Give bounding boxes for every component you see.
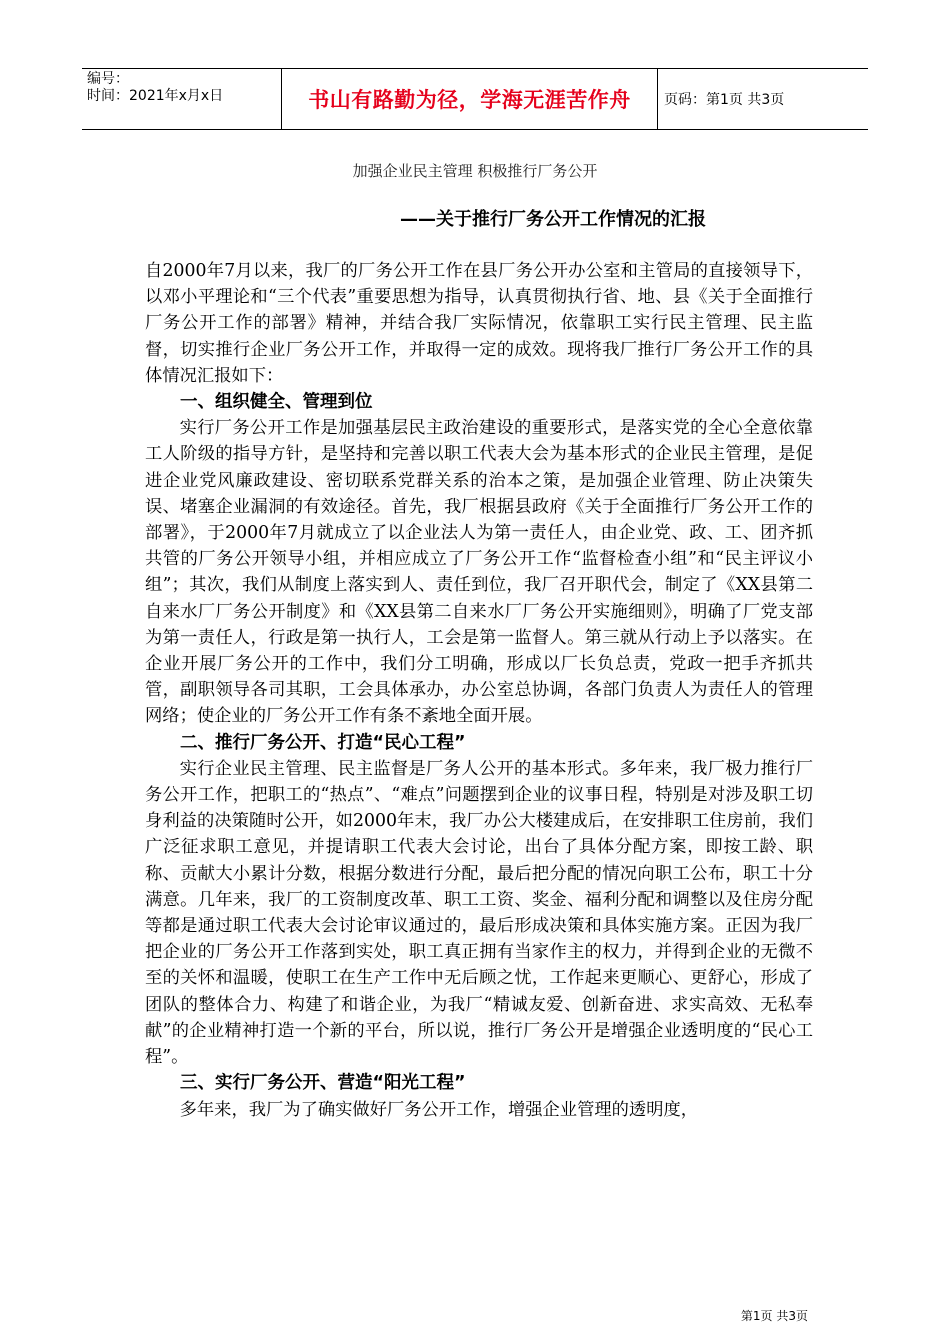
page-header (82, 68, 868, 130)
header-page-info: 页码：第1页 共3页 (664, 92, 785, 108)
section1-heading: 一、组织健全、管理到位 (180, 392, 373, 413)
section1-paragraph: 实行厂务公开工作是加强基层民主政治建设的重要形式，是落实党的全心全意依靠工人阶级的指导方针，是坚持和完善以职工代表大会为基本形式的企业民主管理，是促进企业党风廉政建设、密切联系党群关系的治本之策，是加强企业管理、防止决策失误、堵塞企业漏洞的有效途径。首先，我厂根据县政府《关于全面推行厂务公开工作的部署》，于2000年7月就成立了以企业法人为第一责任人，由企业党、政、工、团齐抓共管的厂务公开领导小组，并相应成立了厂务公开工作“监督检查小组”和“民主评议小组”；其次，我们从制度上落实到人、责任到位，我厂召开职代会，制定了《XX县第二自来水厂厂务公开制度》和《XX县第二自来水厂厂务公开实施细则》，明确了厂党支部为第一责任人，行政是第一执行人，工会是第一监督人。第三就从行动上予以落实。在企业开展厂务公开的工作中，我们分工明确，形成以厂长负总责，党政一把手齐抓共管，副职领导各司其职，工会具体承办，办公室总协调，各部门负责人为责任人的管理网络；使企业的厂务公开工作有条不紊地全面开展。 (145, 418, 813, 727)
section3-heading: 三、实行厂务公开、营造“阳光工程” (180, 1073, 466, 1094)
time-label: 时间：2021年x月x日 (87, 88, 224, 104)
document-subtitle: ——关于推行厂务公开工作情况的汇报 (400, 209, 706, 230)
header-motto: 书山有路勤为径，学海无涯苦作舟 (282, 69, 658, 129)
section2-heading: 二、推行厂务公开、打造“民心工程” (180, 732, 466, 753)
page-footer: 第1页 共3页 (740, 1309, 808, 1323)
document-body (145, 258, 813, 1123)
section2-paragraph: 实行企业民主管理、民主监督是厂务人公开的基本形式。多年来，我厂极力推行厂务公开工作，把职工的“热点”、“难点”问题摆到企业的议事日程，特别是对涉及职工切身利益的决策随时公开，如2000年末，我厂办公大楼建成后，在安排职工住房前，我们广泛征求职工意见，并提请职工代表大会讨论，出台了具体分配方案，即按工龄、职称、贡献大小累计分数，根据分数进行分配，最后把分配的情况向职工公布，职工十分满意。几年来，我厂的工资制度改革、职工工资、奖金、福利分配和调整以及住房分配等都是通过职工代表大会讨论审议通过的，最后形成决策和具体实施方案。正因为我厂把企业的厂务公开工作落到实处，职工真正拥有当家作主的权力，并得到企业的无微不至的关怀和温暖，使职工在生产工作中无后顾之忧，工作起来更顺心、更舒心，形成了团队的整体合力、构建了和谐企业，为我厂“精诚友爱、创新奋进、求实高效、无私奉献”的企业精神打造一个新的平台，所以说，推行厂务公开是增强企业透明度的“民心工程”。 (145, 758, 813, 1068)
intro-paragraph: 自2000年7月以来，我厂的厂务公开工作在县厂务公开办公室和主管局的直接领导下，以邓小平理论和“三个代表”重要思想为指导，认真贯彻执行省、地、县《关于全面推行厂务公开工作的部署》精神，并结合我厂实际情况，依靠职工实行民主管理、民主监督，切实推行企业厂务公开工作，并取得一定的成效。现将我厂推行厂务公开工作的具体情况汇报如下： (145, 261, 813, 386)
document-title: 加强企业民主管理 积极推行厂务公开 (352, 162, 598, 180)
section3-paragraph: 多年来，我厂为了确实做好厂务公开工作，增强企业管理的透明度， (179, 1099, 699, 1120)
serial-label: 编号： (87, 71, 129, 87)
header-meta (82, 69, 282, 129)
